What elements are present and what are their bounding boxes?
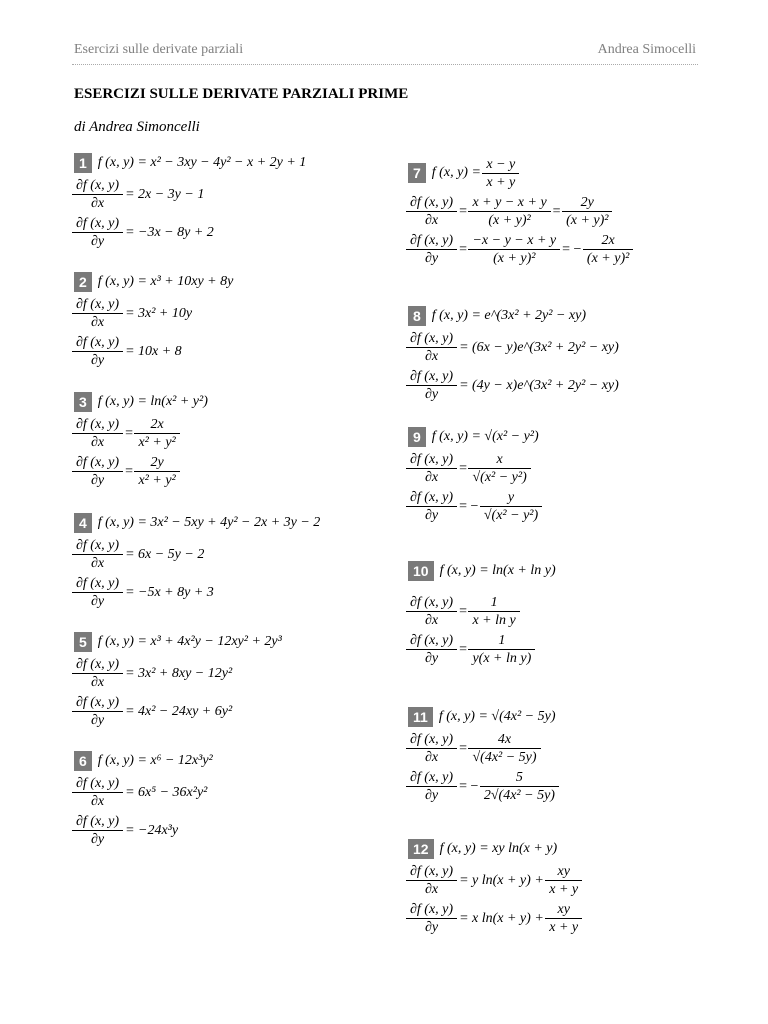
derivative-y-prefix: = x ln(x + y) + bbox=[459, 910, 544, 926]
partial-num: ∂f (x, y) bbox=[410, 864, 454, 879]
exercise-8 bbox=[408, 305, 619, 403]
partial-den: ∂x bbox=[406, 611, 457, 629]
partial-num: ∂f (x, y) bbox=[410, 233, 454, 248]
function-def: f (x, y) = e^(3x² + 2y² − xy) bbox=[431, 308, 586, 323]
author-line: di Andrea Simoncelli bbox=[74, 119, 200, 135]
result-den: y(x + ln y) bbox=[468, 649, 535, 667]
result-num: xy bbox=[557, 864, 570, 879]
function-num: x − y bbox=[486, 156, 516, 172]
partial-num: ∂f (x, y) bbox=[76, 417, 120, 432]
partial-num: ∂f (x, y) bbox=[76, 335, 120, 350]
exercise-11: 11 f (x, y) = √(4x² − 5y) $\frac{\partial f (x, y)}{\partial x}$ = $\frac{4x}{\text{√(4x² − 5y)}}$ $\frac{\partial f (x, y)}{\partial y}$ = − $\frac{5}{\text{2√(4x² − 5y)}}$ bbox=[408, 706, 561, 804]
partial-den: ∂x bbox=[406, 347, 457, 365]
exercise-7: 7 f (x, y) = $\frac{x - y}{x + y}$ $\frac{\partial f (x, y)}{\partial x}$ = $\frac{x + y - x + y}{\text{(x + y)²}}$ = $\frac{2y}{\text{(x + y)²}}$ $\frac{\partial f (x, y)}{\partial y}$ = $\frac{-x - y - x + y}{\text{(x + y)²}}$ = − $\frac{2x}{\text{(x + y)²}}$ bbox=[408, 155, 635, 267]
derivative-x: = 2x − 3y − 1 bbox=[125, 186, 205, 202]
partial-num: ∂f (x, y) bbox=[76, 776, 120, 791]
partial-num: ∂f (x, y) bbox=[76, 297, 120, 312]
result-den: (x + y)² bbox=[468, 249, 560, 267]
partial-num: ∂f (x, y) bbox=[76, 695, 120, 710]
derivative-y: = 4x² − 24xy + 6y² bbox=[125, 703, 233, 719]
result-num: 1 bbox=[498, 633, 506, 648]
derivative-x: = (6x − y)e^(3x² + 2y² − xy) bbox=[459, 339, 619, 355]
exercise-number: 9 bbox=[408, 427, 426, 447]
partial-den: ∂x bbox=[72, 313, 123, 331]
partial-num: ∂f (x, y) bbox=[76, 216, 120, 231]
partial-den: ∂x bbox=[72, 554, 123, 572]
partial-den: ∂y bbox=[406, 506, 457, 524]
partial-den: ∂x bbox=[72, 194, 123, 212]
derivative-x-prefix: = y ln(x + y) + bbox=[459, 872, 544, 888]
result-den: √(x² − y²) bbox=[468, 468, 530, 486]
exercise-number: 5 bbox=[74, 632, 92, 652]
result-den: x² + y² bbox=[134, 471, 179, 489]
derivative-x: = 3x² + 8xy − 12y² bbox=[125, 665, 233, 681]
function-def: f (x, y) = x² − 3xy − 4y² − x + 2y + 1 bbox=[97, 155, 307, 170]
header-right: Andrea Simocelli bbox=[597, 42, 696, 57]
result-den: x + ln y bbox=[468, 611, 519, 629]
result-num: y bbox=[507, 490, 515, 505]
result-den: (x + y)² bbox=[468, 211, 550, 229]
partial-num: ∂f (x, y) bbox=[410, 195, 454, 210]
result-num: xy bbox=[557, 902, 570, 917]
partial-den: ∂y bbox=[406, 918, 457, 936]
derivative-y: = −3x − 8y + 2 bbox=[125, 224, 214, 240]
partial-num: ∂f (x, y) bbox=[410, 633, 454, 648]
exercise-number: 4 bbox=[74, 513, 92, 533]
exercise-number: 1 bbox=[74, 153, 92, 173]
exercise-5 bbox=[74, 631, 282, 729]
derivative-x: = 6x − 5y − 2 bbox=[125, 546, 205, 562]
result-num: 2y bbox=[580, 195, 594, 210]
function-def: f (x, y) = ln(x² + y²) bbox=[97, 394, 208, 409]
exercise-number: 6 bbox=[74, 751, 92, 771]
partial-num: ∂f (x, y) bbox=[410, 452, 454, 467]
partial-num: ∂f (x, y) bbox=[410, 732, 454, 747]
page-title: ESERCIZI SULLE DERIVATE PARZIALI PRIME bbox=[74, 86, 409, 102]
exercise-number: 10 bbox=[408, 561, 434, 581]
function-def: f (x, y) = ln(x + ln y) bbox=[439, 563, 556, 578]
partial-den: ∂y bbox=[406, 385, 457, 403]
function-def: f (x, y) = x³ + 10xy + 8y bbox=[97, 274, 234, 289]
result-den: (x + y)² bbox=[562, 211, 612, 229]
header-left: Esercizi sulle derivate parziali bbox=[74, 42, 244, 57]
derivative-y: = −5x + 8y + 3 bbox=[125, 584, 214, 600]
partial-num: ∂f (x, y) bbox=[410, 331, 454, 346]
exercise-2 bbox=[74, 271, 233, 369]
exercise-number: 7 bbox=[408, 163, 426, 183]
exercise-3: 3 f (x, y) = ln(x² + y²) $\frac{\partial f (x, y)}{\partial x}$ = $\frac{2x}{\text{x² + y²}}$ $\frac{\partial f (x, y)}{\partial y}$ = $\frac{2y}{\text{x² + y²}}$ bbox=[74, 391, 208, 489]
result-num: 2x bbox=[601, 233, 615, 248]
function-def: f (x, y) = xy ln(x + y) bbox=[439, 841, 558, 856]
result-den: 2√(4x² − 5y) bbox=[480, 786, 559, 804]
partial-den: ∂x bbox=[72, 673, 123, 691]
result-num: x + y − x + y bbox=[472, 195, 547, 210]
derivative-y: = (4y − x)e^(3x² + 2y² − xy) bbox=[459, 377, 619, 393]
exercise-10: 10 f (x, y) = ln(x + ln y) $\frac{\partial f (x, y)}{\partial x}$ = $\frac{1}{\text{x + ln y}}$ $\frac{\partial f (x, y)}{\partial y}$ = $\frac{1}{\text{y(x + ln y)}}$ bbox=[408, 560, 556, 667]
partial-den: ∂y bbox=[72, 471, 123, 489]
partial-num: ∂f (x, y) bbox=[76, 538, 120, 553]
exercise-number: 3 bbox=[74, 392, 92, 412]
result-den: (x + y)² bbox=[583, 249, 633, 267]
derivative-x: = 6x⁵ − 36x²y² bbox=[125, 784, 208, 800]
function-def: f (x, y) = 3x² − 5xy + 4y² − 2x + 3y − 2 bbox=[97, 515, 321, 530]
exercise-4 bbox=[74, 512, 320, 610]
result-den: x² + y² bbox=[134, 433, 179, 451]
partial-num: ∂f (x, y) bbox=[76, 657, 120, 672]
partial-num: ∂f (x, y) bbox=[410, 595, 454, 610]
partial-den: ∂x bbox=[72, 433, 123, 451]
derivative-y: = −24x³y bbox=[125, 822, 179, 838]
result-den: x + y bbox=[545, 880, 582, 898]
partial-den: ∂y bbox=[72, 232, 123, 250]
partial-den: ∂y bbox=[406, 786, 457, 804]
partial-num: ∂f (x, y) bbox=[410, 770, 454, 785]
partial-den: ∂y bbox=[72, 592, 123, 610]
exercise-9: 9 f (x, y) = √(x² − y²) $\frac{\partial f (x, y)}{\partial x}$ = $\frac{x}{\text{√(x² − y²)}}$ $\frac{\partial f (x, y)}{\partial y}$ = − $\frac{y}{\text{√(x² − y²)}}$ bbox=[408, 426, 544, 524]
exercise-number: 11 bbox=[408, 707, 433, 727]
result-num: x bbox=[496, 452, 503, 467]
function-def: f (x, y) = x³ + 4x²y − 12xy² + 2y³ bbox=[97, 634, 282, 649]
function-den: x + y bbox=[482, 173, 519, 191]
exercise-number: 2 bbox=[74, 272, 92, 292]
result-num: 5 bbox=[515, 770, 523, 785]
result-num: 2x bbox=[150, 417, 164, 432]
partial-num: ∂f (x, y) bbox=[76, 814, 120, 829]
partial-den: ∂x bbox=[406, 468, 457, 486]
function-def: f (x, y) = √(x² − y²) bbox=[431, 429, 539, 444]
exercise-1 bbox=[74, 152, 306, 250]
result-den: √(x² − y²) bbox=[480, 506, 542, 524]
partial-den: ∂y bbox=[72, 830, 123, 848]
partial-den: ∂y bbox=[406, 649, 457, 667]
exercise-12 bbox=[408, 838, 584, 936]
derivative-y: = 10x + 8 bbox=[125, 343, 182, 359]
partial-den: ∂x bbox=[406, 880, 457, 898]
exercise-6 bbox=[74, 750, 213, 848]
derivative-x: = 3x² + 10y bbox=[125, 305, 193, 321]
result-num: 2y bbox=[150, 455, 164, 470]
partial-den: ∂x bbox=[72, 792, 123, 810]
exercise-number: 8 bbox=[408, 306, 426, 326]
result-num: 1 bbox=[490, 595, 498, 610]
result-num: 4x bbox=[497, 732, 512, 747]
result-den: x + y bbox=[545, 918, 582, 936]
partial-den: ∂x bbox=[406, 748, 457, 766]
function-def: f (x, y) = x⁶ − 12x³y² bbox=[97, 753, 213, 768]
partial-den: ∂y bbox=[72, 351, 123, 369]
partial-den: ∂y bbox=[406, 249, 457, 267]
header-divider bbox=[72, 64, 698, 65]
partial-num: ∂f (x, y) bbox=[410, 902, 454, 917]
partial-num: ∂f (x, y) bbox=[76, 455, 120, 470]
partial-num: ∂f (x, y) bbox=[410, 369, 454, 384]
result-num: −x − y − x + y bbox=[472, 233, 557, 248]
partial-den: ∂y bbox=[72, 711, 123, 729]
partial-den: ∂x bbox=[406, 211, 457, 229]
result-den: √(4x² − 5y) bbox=[468, 748, 540, 766]
partial-num: ∂f (x, y) bbox=[410, 490, 454, 505]
partial-num: ∂f (x, y) bbox=[76, 576, 120, 591]
exercise-number: 12 bbox=[408, 839, 434, 859]
function-def: f (x, y) = √(4x² − 5y) bbox=[438, 709, 556, 724]
function-def: f (x, y) = bbox=[431, 165, 481, 180]
partial-num: ∂f (x, y) bbox=[76, 178, 120, 193]
